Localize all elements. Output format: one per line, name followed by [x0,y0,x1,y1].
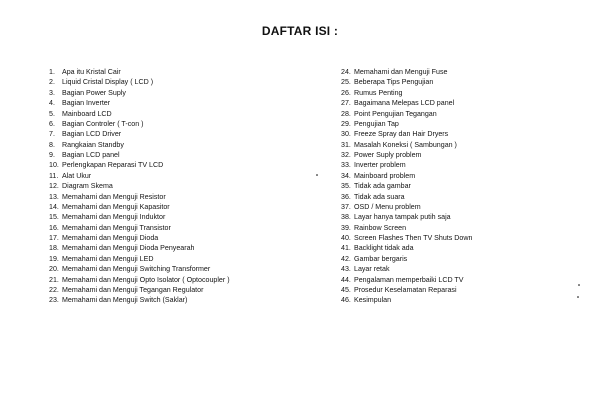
toc-item [341,171,576,181]
toc-item-title: Memahami dan Menguji Transistor [62,223,171,232]
toc-item [49,243,309,253]
toc-item-number: 39. [341,223,351,232]
toc-item [341,212,576,222]
toc-item-number: 19. [49,254,59,263]
toc-item-number: 11. [49,171,59,180]
toc-item [341,160,576,170]
toc-item [341,119,576,129]
toc-item-number: 40. [341,234,351,242]
toc-item-number: 10. [49,161,59,170]
toc-item [341,67,576,77]
toc-item [49,223,309,233]
toc-item-title: Backlight tidak ada [354,244,414,253]
toc-item-title: OSD / Menu problem [354,202,421,211]
toc-item-number: 17. [49,234,59,242]
toc-item-number: 14. [49,202,59,211]
toc-item-title: Memahami dan Menguji Induktor [62,213,166,222]
toc-item [49,109,309,119]
toc-item-title: Prosedur Keselamatan Reparasi [354,285,457,294]
toc-item-title: Freeze Spray dan Hair Dryers [354,130,449,139]
toc-item-title: Layar retak [354,265,390,274]
toc-item [341,202,576,212]
toc-item-title: Tidak ada suara [354,192,405,201]
toc-item [49,181,309,191]
toc-item [341,243,576,253]
toc-item [49,150,309,160]
scan-speck [316,174,318,176]
toc-item-number: 20. [49,265,59,274]
toc-item-title: Bagian LCD panel [62,151,120,159]
toc-item-number: 34. [341,171,351,180]
toc-item-number: 43. [341,265,351,274]
toc-left-column [49,67,309,306]
toc-item-number: 41. [341,244,351,253]
toc-item-title: Memahami dan Menguji Fuse [354,68,448,76]
page-title: DAFTAR ISI : [261,24,339,38]
toc-item-title: Beberapa Tips Pengujian [354,78,434,87]
toc-item [49,160,309,170]
toc-item [341,223,576,233]
toc-item [341,254,576,264]
toc-item [49,77,309,87]
toc-item-number: 1. [49,68,55,76]
toc-item-number: 32. [341,151,351,159]
toc-item [49,275,309,285]
toc-item [341,98,576,108]
toc-item-title: Pengalaman memperbaiki LCD TV [354,275,464,284]
toc-item-number: 25. [341,78,351,87]
toc-item-title: Bagian LCD Driver [62,130,122,139]
toc-item [49,202,309,212]
toc-item-title: Gambar bergaris [354,254,408,263]
toc-item-number: 37. [341,202,351,211]
toc-item-number: 18. [49,244,59,253]
toc-item [341,192,576,202]
toc-item [49,254,309,264]
toc-item-title: Bagaimana Melepas LCD panel [354,99,455,108]
toc-item-title: Power Suply problem [354,151,422,159]
toc-item-number: 30. [341,130,351,139]
toc-item-number: 8. [49,140,55,149]
toc-right-column [341,67,576,306]
toc-item-title: Bagian Power Suply [62,88,126,97]
toc-item-number: 28. [341,109,351,118]
toc-item [341,88,576,98]
toc-item [49,295,309,305]
toc-item-number: 3. [49,88,55,97]
toc-item-title: Liquid Cristal Display ( LCD ) [62,78,154,87]
toc-item-number: 21. [49,275,59,284]
toc-item [341,275,576,285]
toc-item-number: 45. [341,285,351,294]
toc-item-number: 26. [341,88,351,97]
toc-item [341,181,576,191]
toc-item-number: 46. [341,296,351,305]
scan-speck [577,296,579,298]
toc-item [49,98,309,108]
toc-item-number: 6. [49,119,55,128]
toc-item [49,233,309,243]
toc-item-title: Point Pengujian Tegangan [354,109,437,118]
toc-item-number: 33. [341,161,351,170]
toc-item-title: Layar hanya tampak putih saja [354,213,451,222]
toc-item [341,295,576,305]
toc-item [49,171,309,181]
toc-item-title: Memahami dan Menguji Kapasitor [62,202,170,211]
toc-item-title: Diagram Skema [62,182,113,191]
toc-item-title: Alat Ukur [62,171,92,180]
toc-item-number: 38. [341,213,351,222]
toc-item-title: Mainboard LCD [62,109,112,118]
toc-item-title: Screen Flashes Then TV Shuts Down [354,234,473,242]
toc-item-title: Rumus Penting [354,88,403,97]
toc-item-title: Memahami dan Menguji Switch (Saklar) [62,296,188,305]
scan-speck [578,284,580,286]
toc-item-title: Kesimpulan [354,296,392,305]
toc-item-number: 7. [49,130,55,139]
toc-item-number: 15. [49,213,59,222]
toc-item-title: Bagian Inverter [62,99,111,108]
toc-item [341,129,576,139]
toc-item-number: 23. [49,296,59,305]
toc-item-number: 31. [341,140,351,149]
toc-item [341,285,576,295]
toc-item [49,88,309,98]
toc-item-number: 13. [49,192,59,201]
toc-item [341,150,576,160]
toc-item-title: Rainbow Screen [354,223,407,232]
toc-item-title: Memahami dan Menguji Tegangan Regulator [62,285,204,294]
toc-item-number: 24. [341,68,351,76]
toc-item-number: 27. [341,99,351,108]
toc-item-title: Pengujian Tap [354,119,399,128]
toc-item-title: Memahami dan Menguji Dioda [62,234,159,242]
toc-item [341,77,576,87]
toc-item-title: Memahami dan Menguji Switching Transformer [62,265,211,274]
toc-item-number: 12. [49,182,59,191]
toc-item-number: 22. [49,285,59,294]
toc-item-title: Mainboard problem [354,171,416,180]
toc-item [341,264,576,274]
toc-item-number: 5. [49,109,55,118]
toc-item-title: Masalah Koneksi ( Sambungan ) [354,140,457,149]
toc-item [49,212,309,222]
toc-item [49,285,309,295]
toc-item [49,119,309,129]
toc-item-number: 16. [49,223,59,232]
toc-item-title: Bagian Controler ( T-con ) [62,119,144,128]
toc-item-number: 36. [341,192,351,201]
toc-item-number: 2. [49,78,55,87]
toc-item [49,129,309,139]
toc-item [341,233,576,243]
toc-item-number: 9. [49,151,55,159]
toc-item-number: 29. [341,119,351,128]
toc-item [49,264,309,274]
toc-item [49,140,309,150]
toc-item-title: Rangkaian Standby [62,140,124,149]
toc-item-title: Apa itu Kristal Cair [62,68,121,76]
toc-item-number: 35. [341,182,351,191]
toc-item-title: Perlengkapan Reparasi TV LCD [62,161,164,170]
toc-item [49,67,309,77]
toc-item-title: Memahami dan Menguji LED [62,254,154,263]
toc-item-number: 4. [49,99,55,108]
toc-item [341,109,576,119]
toc-item-title: Tidak ada gambar [354,182,411,191]
toc-item-title: Memahami dan Menguji Dioda Penyearah [62,244,195,253]
toc-item-title: Memahami dan Menguji Resistor [62,192,166,201]
toc-item-title: Memahami dan Menguji Opto Isolator ( Optocoupler ) [62,275,230,284]
toc-item-number: 44. [341,275,351,284]
toc-item-title: Inverter problem [354,161,406,170]
toc-item-number: 42. [341,254,351,263]
toc-item [49,192,309,202]
toc-item [341,140,576,150]
